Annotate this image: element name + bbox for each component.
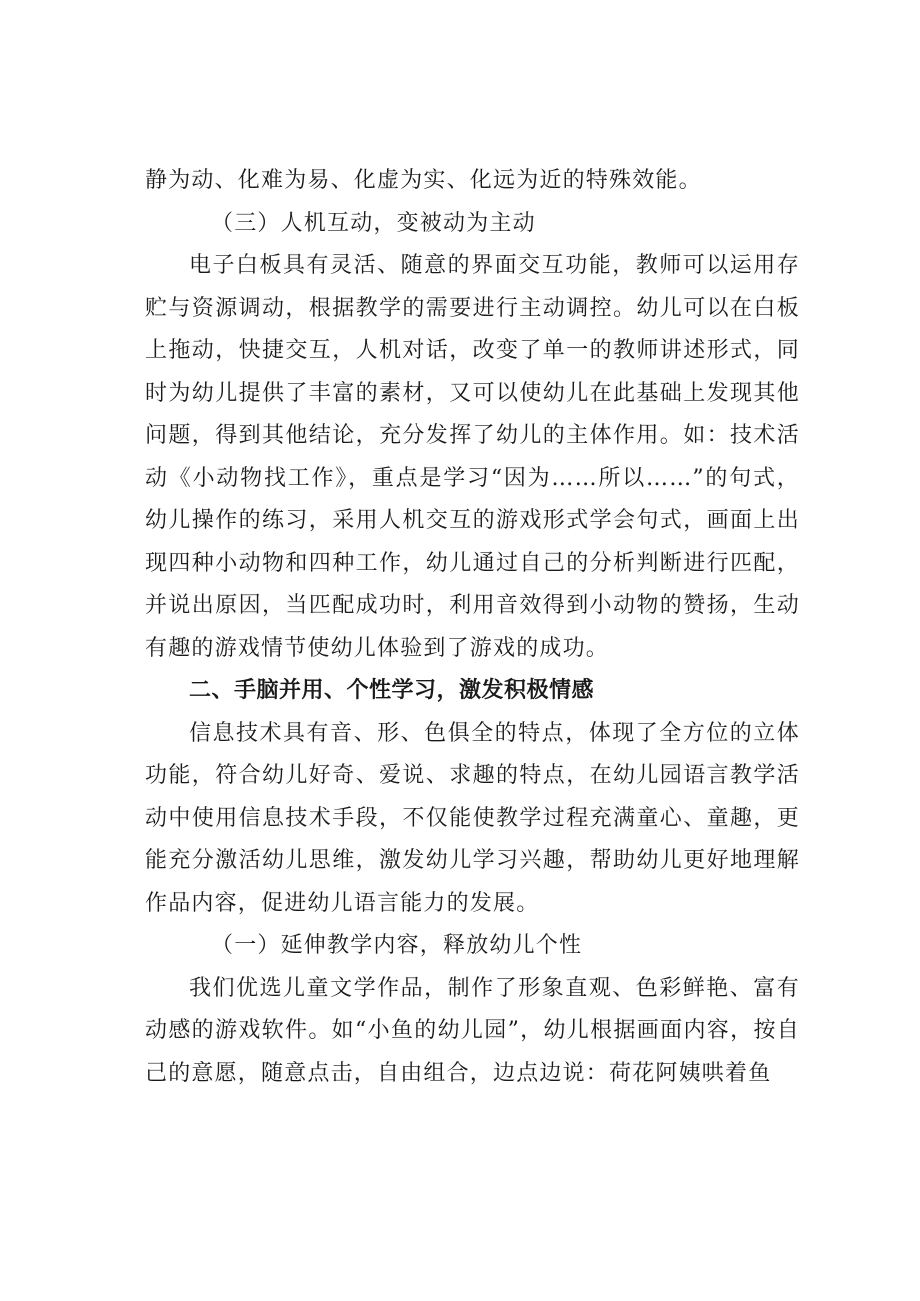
subheading-human-computer-interaction: （三）人机互动，变被动为主动 [211,210,536,236]
paragraph-whiteboard: 电子白板具有灵活、随意的界面交互功能，教师可以运用存贮与资源调动，根据教学的需要进行主动调控。幼儿可以在白板上拖动，快捷交互，人机对话，改变了单一的教师讲述形式，同时为幼儿提供了丰富的素材，又可以使幼儿在此基础上发现其他问题，得到其他结论，充分发挥了幼儿的主体作用。如：技术活动《小动物找工作》，重点是学习“因为……所以……”的句式，幼儿操作的练习，采用人机交互的游戏形式学会句式，画面上出现四种小动物和四种工作，幼儿通过自己的分析判断进行匹配，并说出原因，当匹配成功时，利用音效得到小动物的赞扬，生动有趣的游戏情节使幼儿体验到了游戏的成功。 [145,253,800,661]
paragraph-information-technology: 信息技术具有音、形、色俱全的特点，体现了全方位的立体功能，符合幼儿好奇、爱说、求趣的特点，在幼儿园语言教学活动中使用信息技术手段，不仅能使教学过程充满童心、童趣，更能充分激活幼儿思维，激发幼儿学习兴趣，帮助幼儿更好地理解作品内容，促进幼儿语言能力的发展。 [145,720,800,916]
document-body [145,160,800,1095]
paragraph-continuation: 静为动、化难为易、化虚为实、化远为近的特殊效能。 [145,168,702,193]
paragraph-literature-works: 我们优选儿童文学作品，制作了形象直观、色彩鲜艳、富有动感的游戏软件。如“小鱼的幼儿园”，幼儿根据画面内容，按自己的意愿，随意点击，自由组合，边点边说：荷花阿姨哄着鱼 [145,975,800,1086]
section-heading-two: 二、手脑并用、个性学习，激发积极情感 [189,678,595,703]
subheading-extend-content: （一）延伸教学内容，释放幼儿个性 [211,933,583,958]
